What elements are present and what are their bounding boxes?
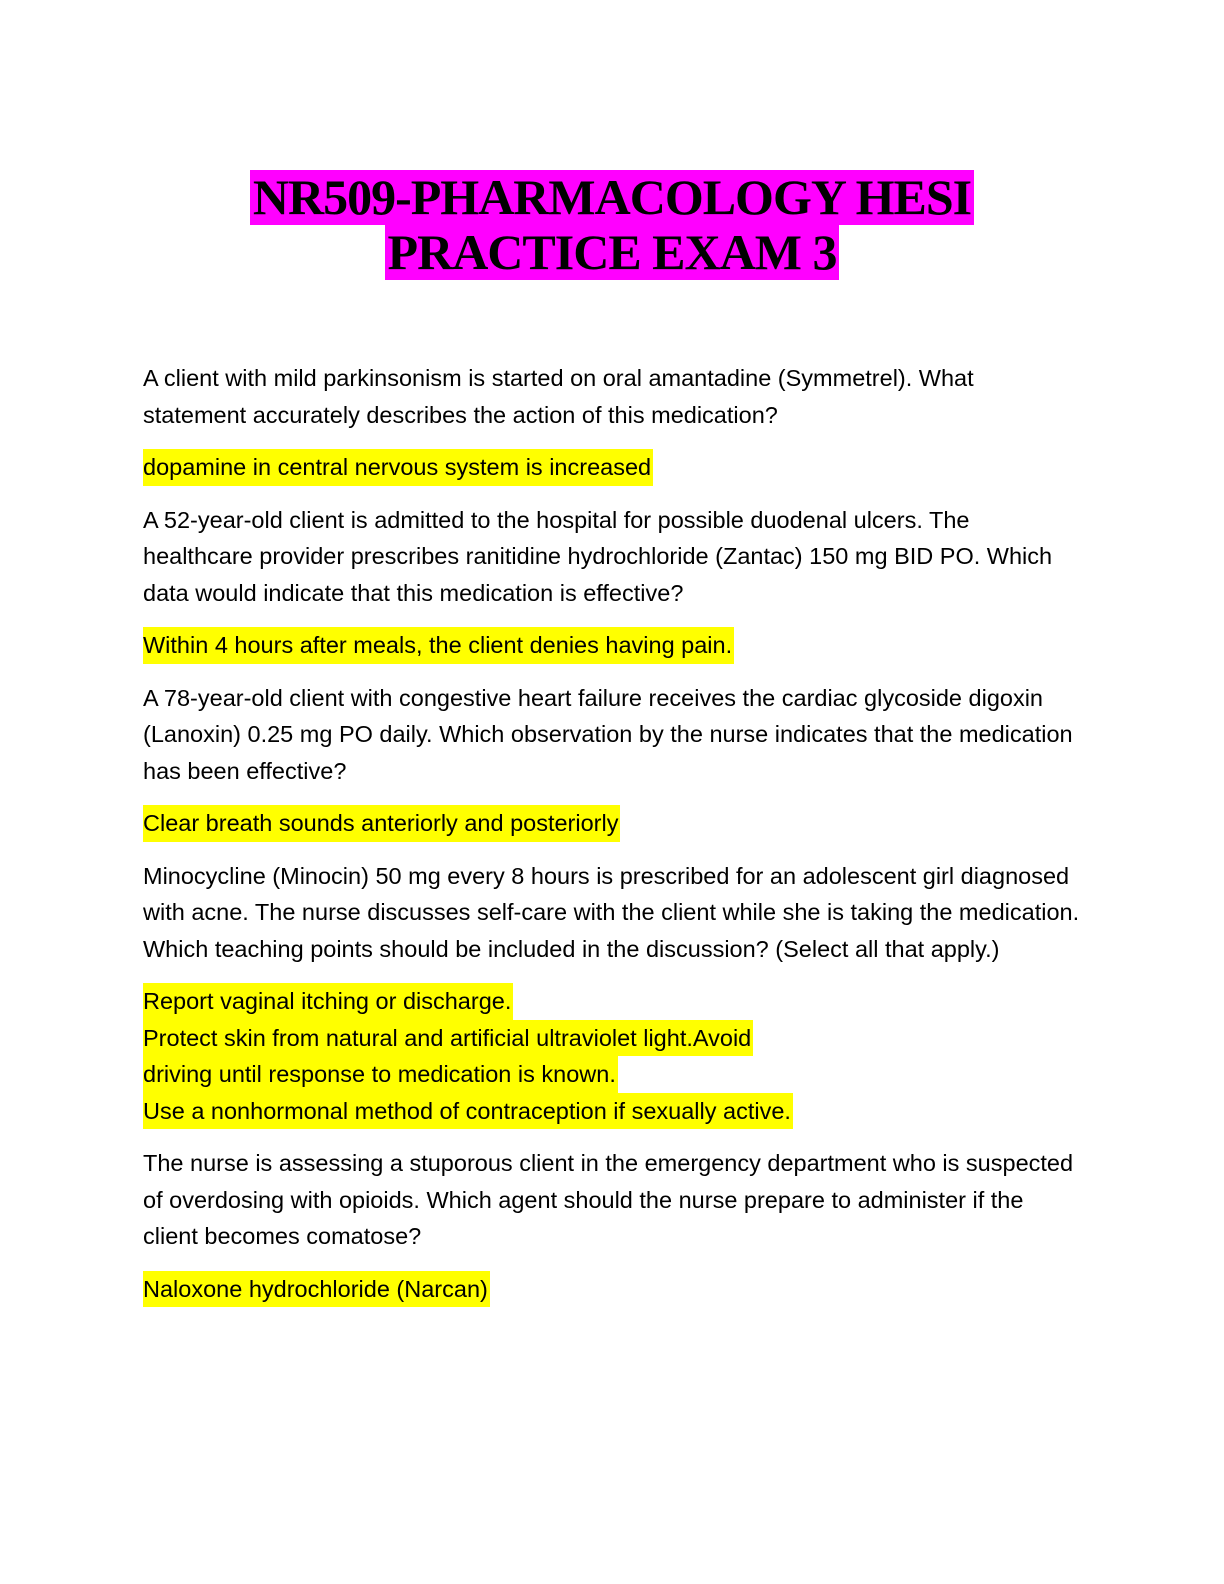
answer-4-2: Protect skin from natural and artificial ultraviolet light.Avoid — [143, 1020, 753, 1057]
answer-block-2 — [143, 627, 1083, 664]
question-1: A client with mild parkinsonism is started on oral amantadine (Symmetrel). What statement accurately describes the action of this medication? — [143, 365, 974, 428]
question-3: A 78-year-old client with congestive heart failure receives the cardiac glycoside digoxin (Lanoxin) 0.25 mg PO daily. Which observation by the nurse indicates that the medication has been effective? — [143, 684, 1073, 784]
title-line-2: PRACTICE EXAM 3 — [385, 225, 840, 280]
answer-1: dopamine in central nervous system is increased — [143, 449, 653, 486]
title-line-1: NR509-PHARMACOLOGY HESI — [250, 170, 974, 225]
answer-block-1 — [143, 449, 1083, 486]
answer-3: Clear breath sounds anteriorly and posteriorly — [143, 805, 620, 842]
document-title — [0, 170, 1224, 280]
question-5: The nurse is assessing a stuporous client in the emergency department who is suspected of overdosing with opioids. Which agent should the nurse prepare to administer if the client becomes comatose? — [143, 1150, 1074, 1249]
answer-4-3: driving until response to medication is known. — [143, 1056, 618, 1093]
qa-content — [143, 360, 1083, 1323]
answer-5: Naloxone hydrochloride (Narcan) — [143, 1271, 490, 1308]
answer-block-5 — [143, 1271, 1083, 1308]
question-4: Minocycline (Minocin) 50 mg every 8 hours is prescribed for an adolescent girl diagnosed with acne. The nurse discusses self-care with the client while she is taking the medication. Which teaching points should be included in the discussion? (Select all that apply.) — [143, 862, 1080, 962]
answer-block-4 — [143, 983, 1083, 1129]
answer-4-4: Use a nonhormonal method of contraception if sexually active. — [143, 1093, 793, 1130]
question-2: A 52-year-old client is admitted to the hospital for possible duodenal ulcers. The healthcare provider prescribes ranitidine hydrochloride (Zantac) 150 mg BID PO. Which data would indicate that this medication is effective? — [143, 506, 1053, 606]
answer-4-1: Report vaginal itching or discharge. — [143, 983, 513, 1020]
answer-2: Within 4 hours after meals, the client denies having pain. — [143, 627, 734, 664]
answer-block-3 — [143, 805, 1083, 842]
